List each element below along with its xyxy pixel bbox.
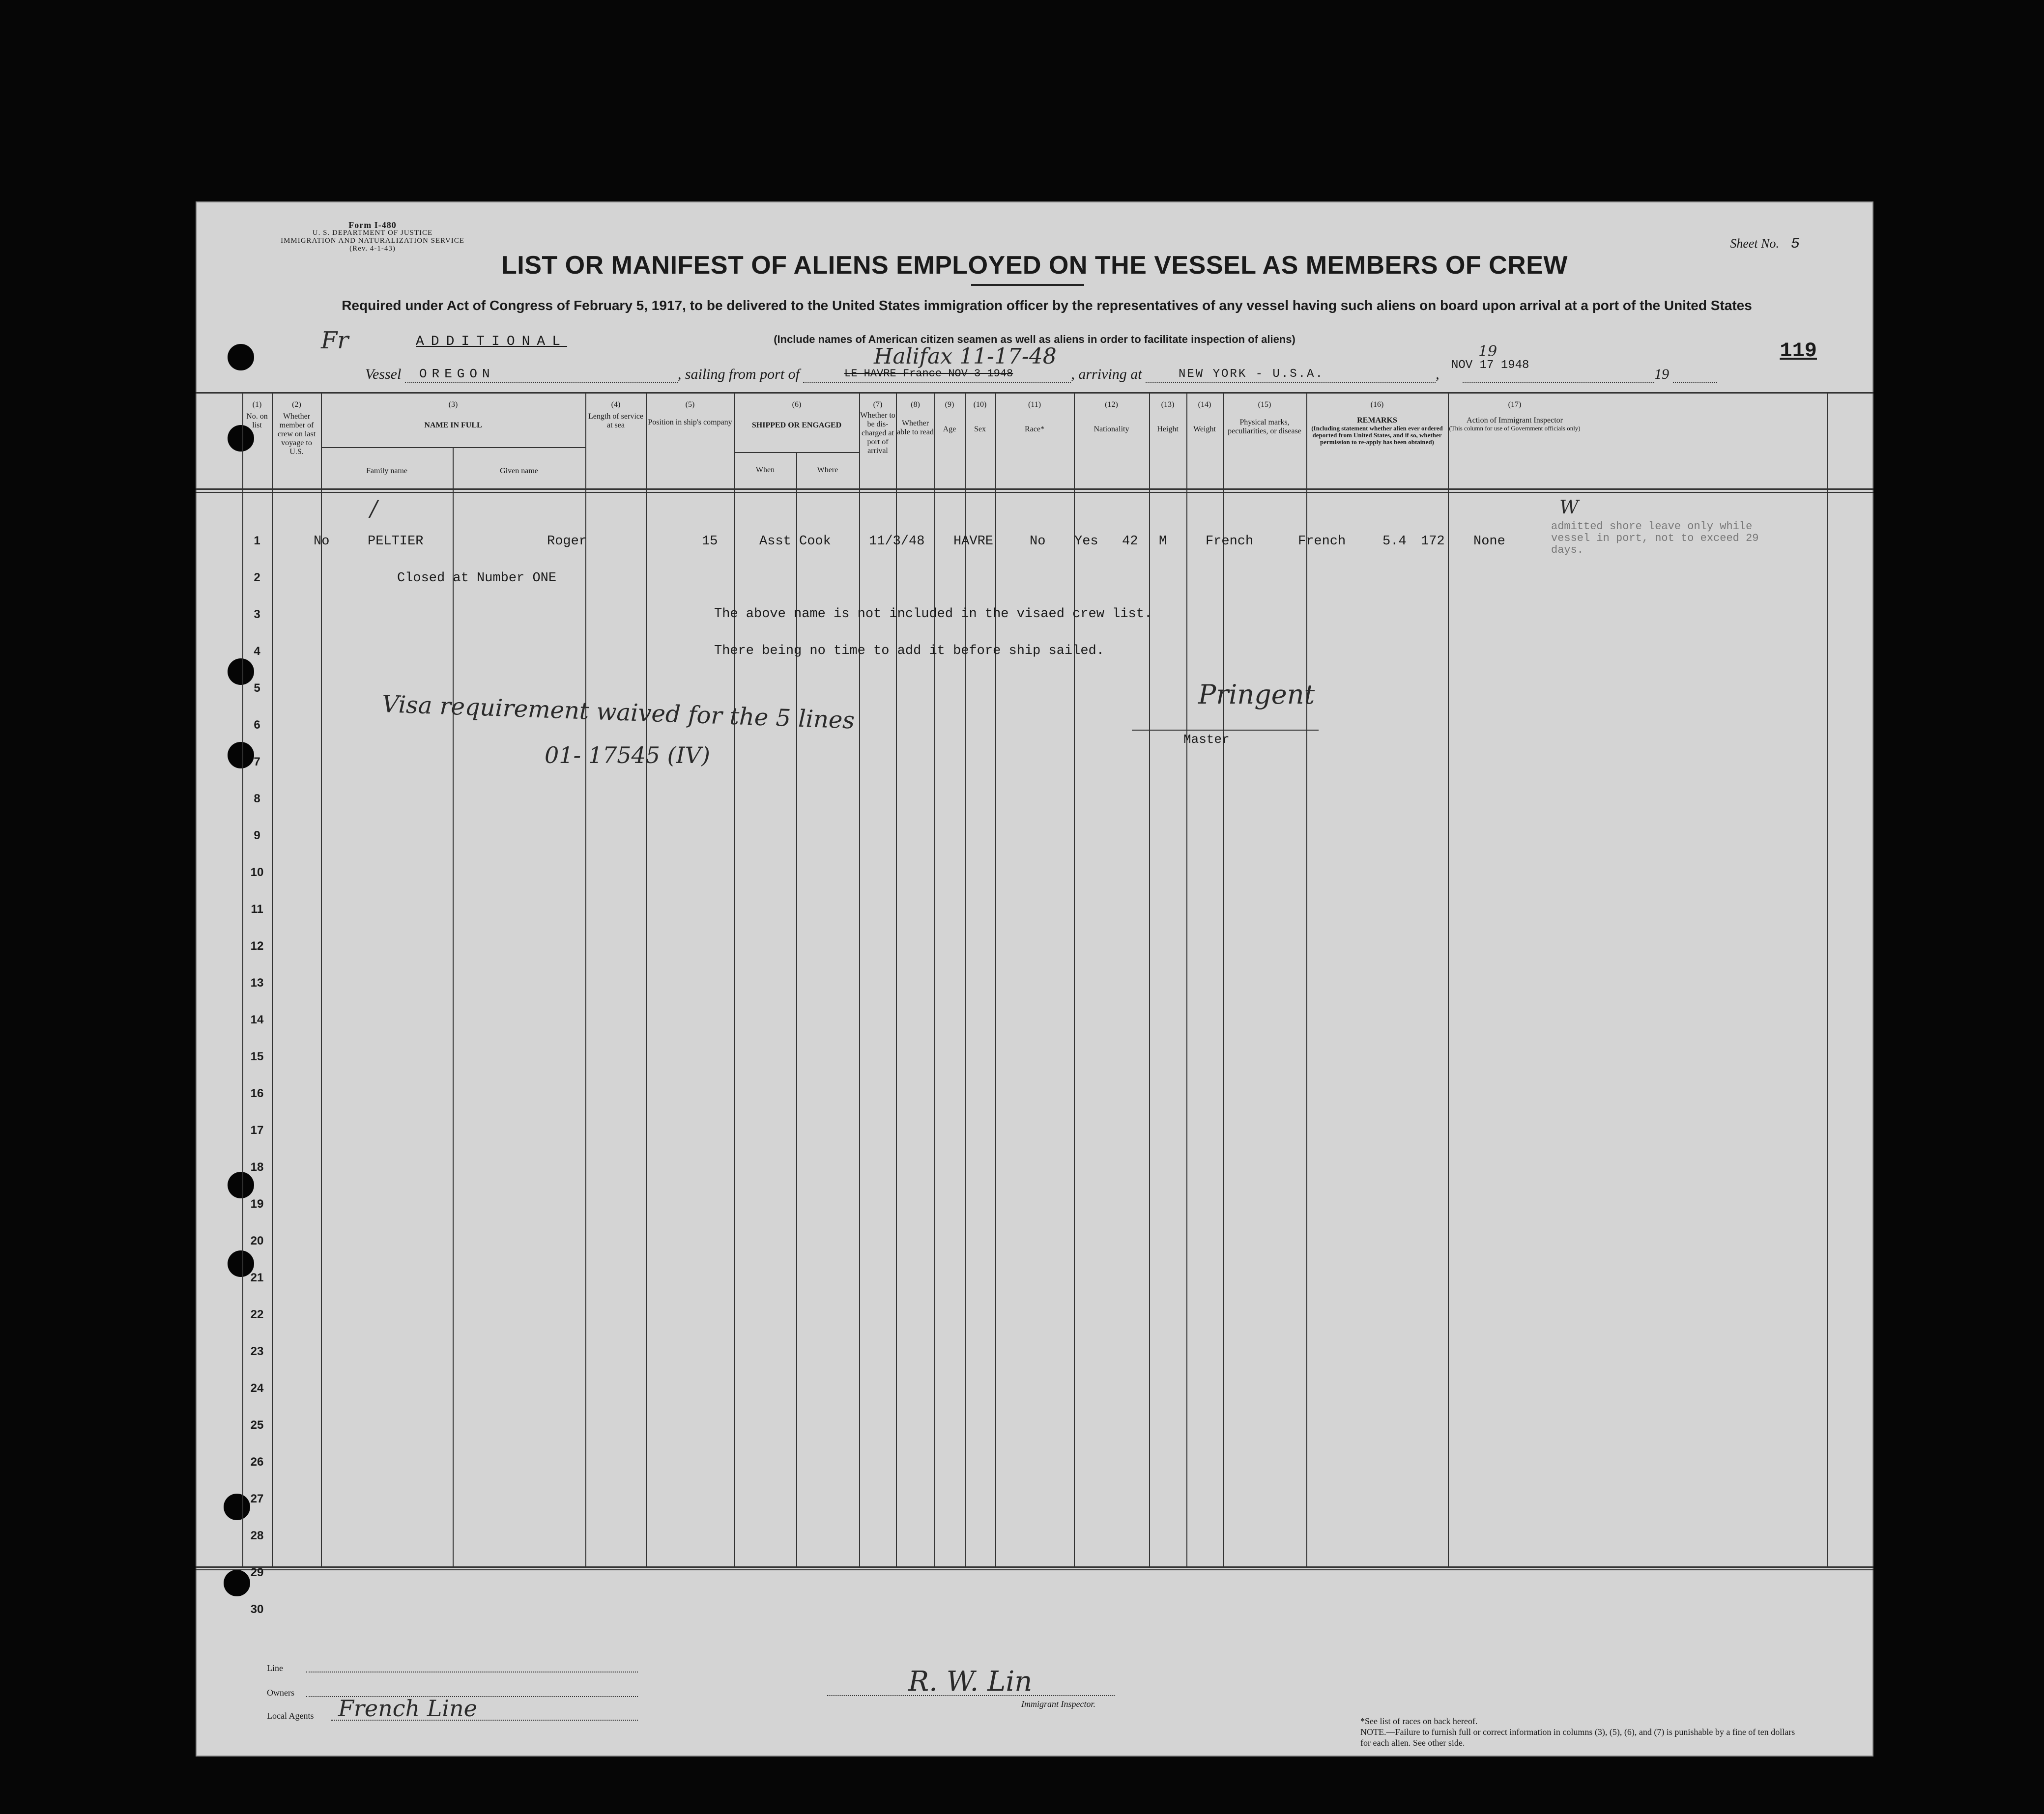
row-number: 6 [254, 718, 260, 732]
row-number: 23 [250, 1345, 264, 1358]
master-signature-line [1132, 730, 1319, 731]
entry-weight: 172 [1421, 534, 1445, 549]
col-header-17: (17) Action of Immigrant Inspector (This column for use of Government officials only) [1449, 400, 1581, 432]
entry-sex: M [1159, 534, 1167, 549]
row-number: 5 [254, 681, 260, 695]
col-header-12: (12) Nationality [1094, 400, 1129, 433]
arriving-label: , arriving at [1071, 366, 1142, 382]
entry-nationality: French [1298, 534, 1346, 549]
col-header-where: Where [817, 466, 838, 474]
year-label: 19 [1654, 366, 1670, 382]
title-underline [971, 284, 1084, 286]
entry-remarks-hand: W [1559, 496, 1579, 518]
entry-length-service: 15 [702, 534, 718, 549]
waiver-reference: 01- 17545 (IV) [545, 742, 710, 768]
entry-discharged: No [1030, 534, 1046, 549]
row-number: 9 [254, 829, 260, 842]
col-header-4: (4) Length of service at sea [588, 400, 643, 429]
row-number: 13 [250, 976, 264, 990]
entry-race: French [1206, 534, 1254, 549]
row-number: 28 [250, 1529, 264, 1542]
manifest-sheet [196, 201, 1873, 1757]
port-handwritten: Halifax 11-17-48 [874, 344, 1057, 369]
row-number: 29 [250, 1566, 264, 1579]
col-header-3: (3) NAME IN FULL [424, 400, 482, 429]
inspector-signature: R. W. Lin [908, 1666, 1033, 1698]
row-number: 4 [254, 645, 260, 658]
col-header-given: Given name [500, 467, 538, 475]
entry-remarks-typed: admitted shore leave only while vessel in port, not to exceed 29 days. [1551, 520, 1759, 556]
col-header-15: (15) Physical marks, peculiarities, or disease [1228, 400, 1301, 435]
check-mark: / [370, 496, 377, 521]
note-line-3: The above name is not included in the visaed crew list. [714, 607, 1152, 622]
page-title: LIST OR MANIFEST OF ALIENS EMPLOYED ON THE VESSEL AS MEMBERS OF CREW [501, 251, 1568, 280]
col-header-13: (13) Height [1157, 400, 1179, 433]
row-number: 19 [250, 1197, 264, 1211]
form-number: Form I-480 [348, 220, 397, 230]
inspector-label: Immigrant Inspector. [1021, 1699, 1095, 1709]
closed-note: Closed at Number ONE [397, 571, 557, 586]
row-number: 15 [250, 1050, 264, 1063]
col-header-10: (10) Sex [973, 400, 987, 433]
sailing-label: , sailing from port of [677, 366, 800, 382]
punch-hole [228, 344, 254, 370]
row-number: 1 [254, 534, 260, 547]
revision: (Rev. 4-1-43) [349, 245, 396, 253]
row-number: 21 [250, 1271, 264, 1284]
col-header-8: (8) Whether able to read [897, 400, 934, 436]
punch-hole [228, 658, 254, 685]
vessel-label: Vessel [365, 366, 402, 382]
master-label: Master [1183, 732, 1230, 747]
entry-where: HAVRE [953, 534, 994, 549]
required-statement: Required under Act of Congress of February 5, 1917, to be delivered to the United States immigration officer by the representatives of any vessel having such aliens on board upon arrival at a port of the United States [342, 298, 1752, 313]
marginal-handwriting: Fr [321, 327, 349, 354]
row-number: 20 [250, 1234, 264, 1247]
entry-crew-last-voyage: No [314, 534, 330, 549]
entry-when: 11/3/48 [869, 534, 925, 549]
row-number: 10 [250, 866, 264, 879]
penalty-note: NOTE.—Failure to furnish full or correct information in columns (3), (5), (6), and (7) is punishable by a fine of ten dollars for each alien. See other side. [1360, 1727, 1795, 1748]
include-note: (Include names of American citizen seamen as well as aliens in order to facilitate inspection of aliens) [774, 333, 1295, 345]
port-typed-struck: LE HAVRE France NOV 3 1948 [844, 368, 1013, 380]
row-number: 8 [254, 792, 260, 805]
col-header-7: (7) Whether to be dis-charged at port of arrival [860, 400, 895, 455]
footer-line-label: Line [267, 1663, 283, 1673]
col-header-family: Family name [366, 467, 407, 475]
entry-position: Asst Cook [759, 534, 831, 549]
row-number: 30 [250, 1603, 264, 1616]
visa-waiver-note: Visa requirement waived for the 5 lines [381, 690, 855, 735]
col-header-6: (6) SHIPPED OR ENGAGED [751, 400, 842, 429]
col-header-11: (11) Race* [1025, 400, 1044, 433]
footer-agents-label: Local Agents [267, 1711, 314, 1721]
row-number: 25 [250, 1418, 264, 1432]
row-number: 22 [250, 1308, 264, 1321]
arrival-date-typed: NOV 17 1948 [1451, 359, 1529, 372]
row-number: 16 [250, 1087, 264, 1100]
row-number: 7 [254, 755, 260, 768]
master-signature: Pringent [1198, 679, 1315, 710]
footer-agents-hand: French Line [338, 1695, 477, 1722]
row-number: 26 [250, 1455, 264, 1469]
col-header-14: (14) Weight [1193, 400, 1216, 433]
row-number: 12 [250, 939, 264, 953]
row-number: 11 [251, 903, 263, 916]
col-header-2: (2) Whether member of crew on last voyage to U.S. [277, 400, 316, 456]
form-identification [269, 221, 476, 253]
row-number: 3 [254, 608, 260, 621]
punch-hole [228, 1172, 254, 1198]
sheet-value: 5 [1790, 236, 1800, 253]
footer-owners-label: Owners [267, 1688, 294, 1698]
service: IMMIGRATION AND NATURALIZATION SERVICE [281, 237, 464, 245]
sheet-label: Sheet No. [1730, 236, 1779, 251]
entry-family-name: PELTIER [368, 534, 424, 549]
vessel-line: Vessel , sailing from port of , arriving at , 19 [365, 366, 1717, 383]
row-number: 18 [250, 1161, 264, 1174]
sheet-number [1730, 236, 1800, 253]
row-number: 17 [250, 1124, 264, 1137]
entry-height: 5.4 [1382, 534, 1407, 549]
row-number: 2 [254, 571, 260, 584]
additional-stamp: ADDITIONAL [416, 334, 568, 349]
row-number: 14 [250, 1013, 264, 1026]
manifest-number: 119 [1780, 339, 1817, 363]
col-header-1: (1) No. on list [246, 400, 268, 429]
note-line-4: There being no time to add it before ship sailed. [714, 644, 1104, 658]
race-note: *See list of races on back hereof. [1360, 1716, 1478, 1726]
row-number: 27 [250, 1492, 264, 1505]
entry-age: 42 [1122, 534, 1138, 549]
arrival-date-hand: 19 [1478, 343, 1497, 360]
vessel-name: OREGON [419, 367, 495, 381]
col-header-9: (9) Age [943, 400, 956, 433]
entry-given-name: Roger [547, 534, 587, 549]
entry-physical: None [1473, 534, 1505, 549]
row-number: 24 [250, 1382, 264, 1395]
department: U. S. DEPARTMENT OF JUSTICE [312, 229, 433, 237]
arriving-port: NEW YORK - U.S.A. [1179, 368, 1324, 381]
entry-able-read: Yes [1074, 534, 1098, 549]
col-header-5: (5) Position in ship's company [648, 400, 732, 426]
col-header-16: (16) REMARKS (Including statement whether alien ever ordered deported from United States, and if so, whether permission to re-apply has been obtained) [1311, 400, 1443, 446]
col-header-when: When [755, 466, 775, 474]
